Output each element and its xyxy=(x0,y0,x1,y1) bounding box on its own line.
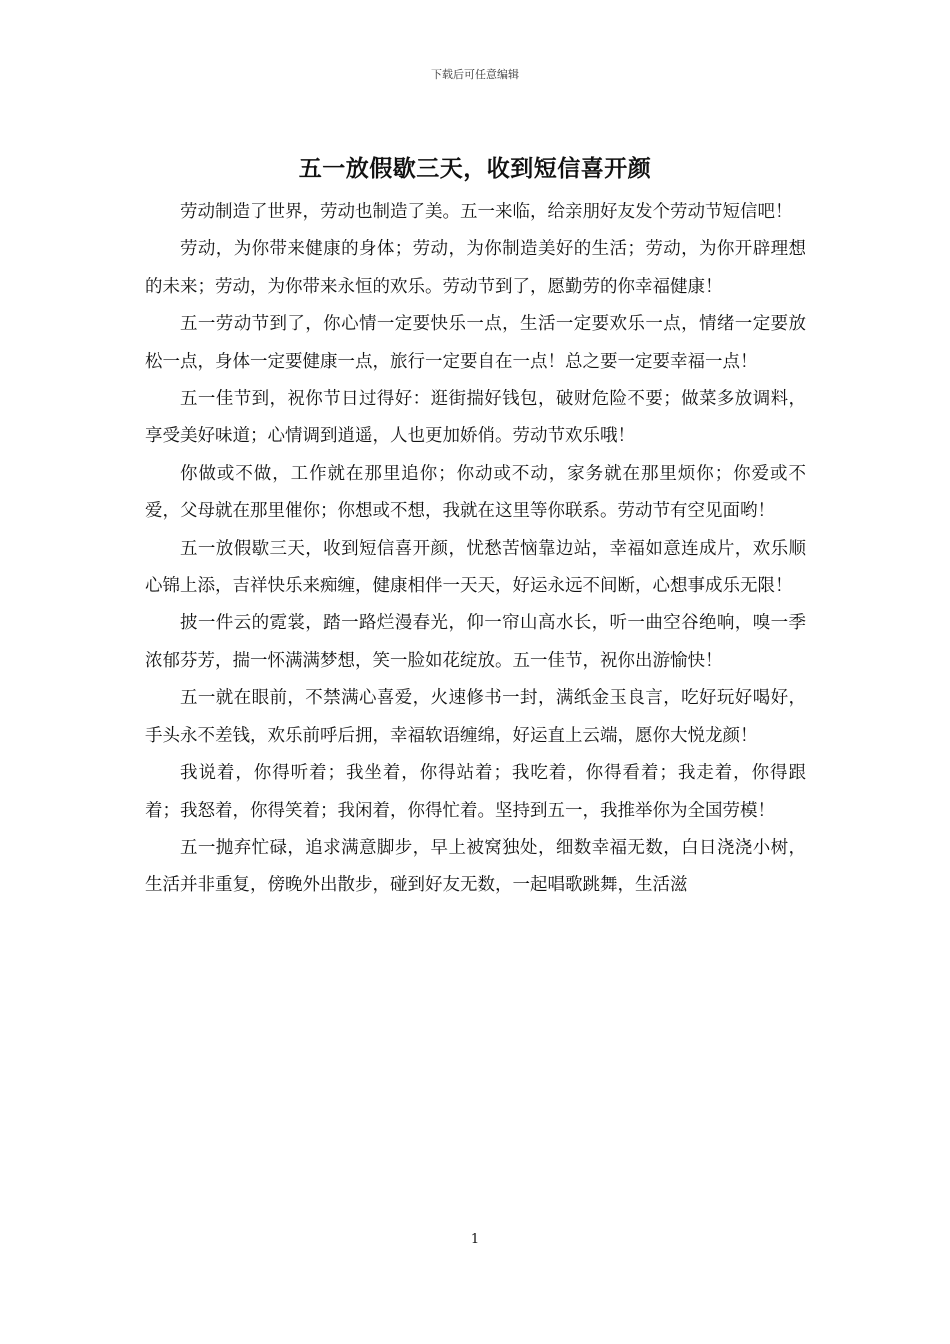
page-number: 1 xyxy=(470,1232,480,1247)
paragraph: 披一件云的霓裳，踏一路烂漫春光，仰一帘山高水长，听一曲空谷绝响，嗅一季浓郁芬芳，揣一怀满满梦想，笑一脸如花绽放。五一佳节，祝你出游愉快！ xyxy=(145,613,806,671)
paragraph: 五一劳动节到了，你心情一定要快乐一点，生活一定要欢乐一点，情绪一定要放松一点，身体一定要健康一点，旅行一定要自在一点！总之要一定要幸福一点！ xyxy=(145,314,806,372)
paragraph: 五一就在眼前，不禁满心喜爱，火速修书一封，满纸金玉良言，吃好玩好喝好，手头永不差钱，欢乐前呼后拥，幸福软语缠绵，好运直上云端，愿你大悦龙颜！ xyxy=(145,688,806,746)
paragraph: 我说着，你得听着；我坐着，你得站着；我吃着，你得看着；我走着，你得跟着；我怒着，你得笑着；我闲着，你得忙着。坚持到五一，我推举你为全国劳模！ xyxy=(145,763,806,821)
document-title: 五一放假歇三天，收到短信喜开颜 xyxy=(298,155,652,182)
paragraph: 劳动，为你带来健康的身体；劳动，为你制造美好的生活；劳动，为你开辟理想的未来；劳动，为你带来永恒的欢乐。劳动节到了，愿勤劳的你幸福健康！ xyxy=(145,239,806,297)
document-body xyxy=(145,194,806,905)
header-note: 下载后可任意编辑 xyxy=(431,68,519,81)
paragraph: 五一佳节到，祝你节日过得好：逛街揣好钱包，破财危险不要；做菜多放调料，享受美好味道；心情调到逍遥，人也更加娇俏。劳动节欢乐哦！ xyxy=(145,389,806,447)
paragraph: 劳动制造了世界，劳动也制造了美。五一来临，给亲朋好友发个劳动节短信吧！ xyxy=(180,202,793,222)
paragraph: 五一抛弃忙碌，追求满意脚步，早上被窝独处，细数幸福无数，白日浇浇小树，生活并非重复，傍晚外出散步，碰到好友无数，一起唱歌跳舞，生活滋 xyxy=(145,837,806,896)
paragraph: 五一放假歇三天，收到短信喜开颜，忧愁苦恼靠边站，幸福如意连成片，欢乐顺心锦上添，吉祥快乐来痴缠，健康相伴一天天，好运永远不间断，心想事成乐无限！ xyxy=(145,538,806,597)
paragraph: 你做或不做，工作就在那里追你；你动或不动，家务就在那里烦你；你爱或不爱，父母就在那里催你；你想或不想，我就在这里等你联系。劳动节有空见面哟！ xyxy=(145,463,806,522)
